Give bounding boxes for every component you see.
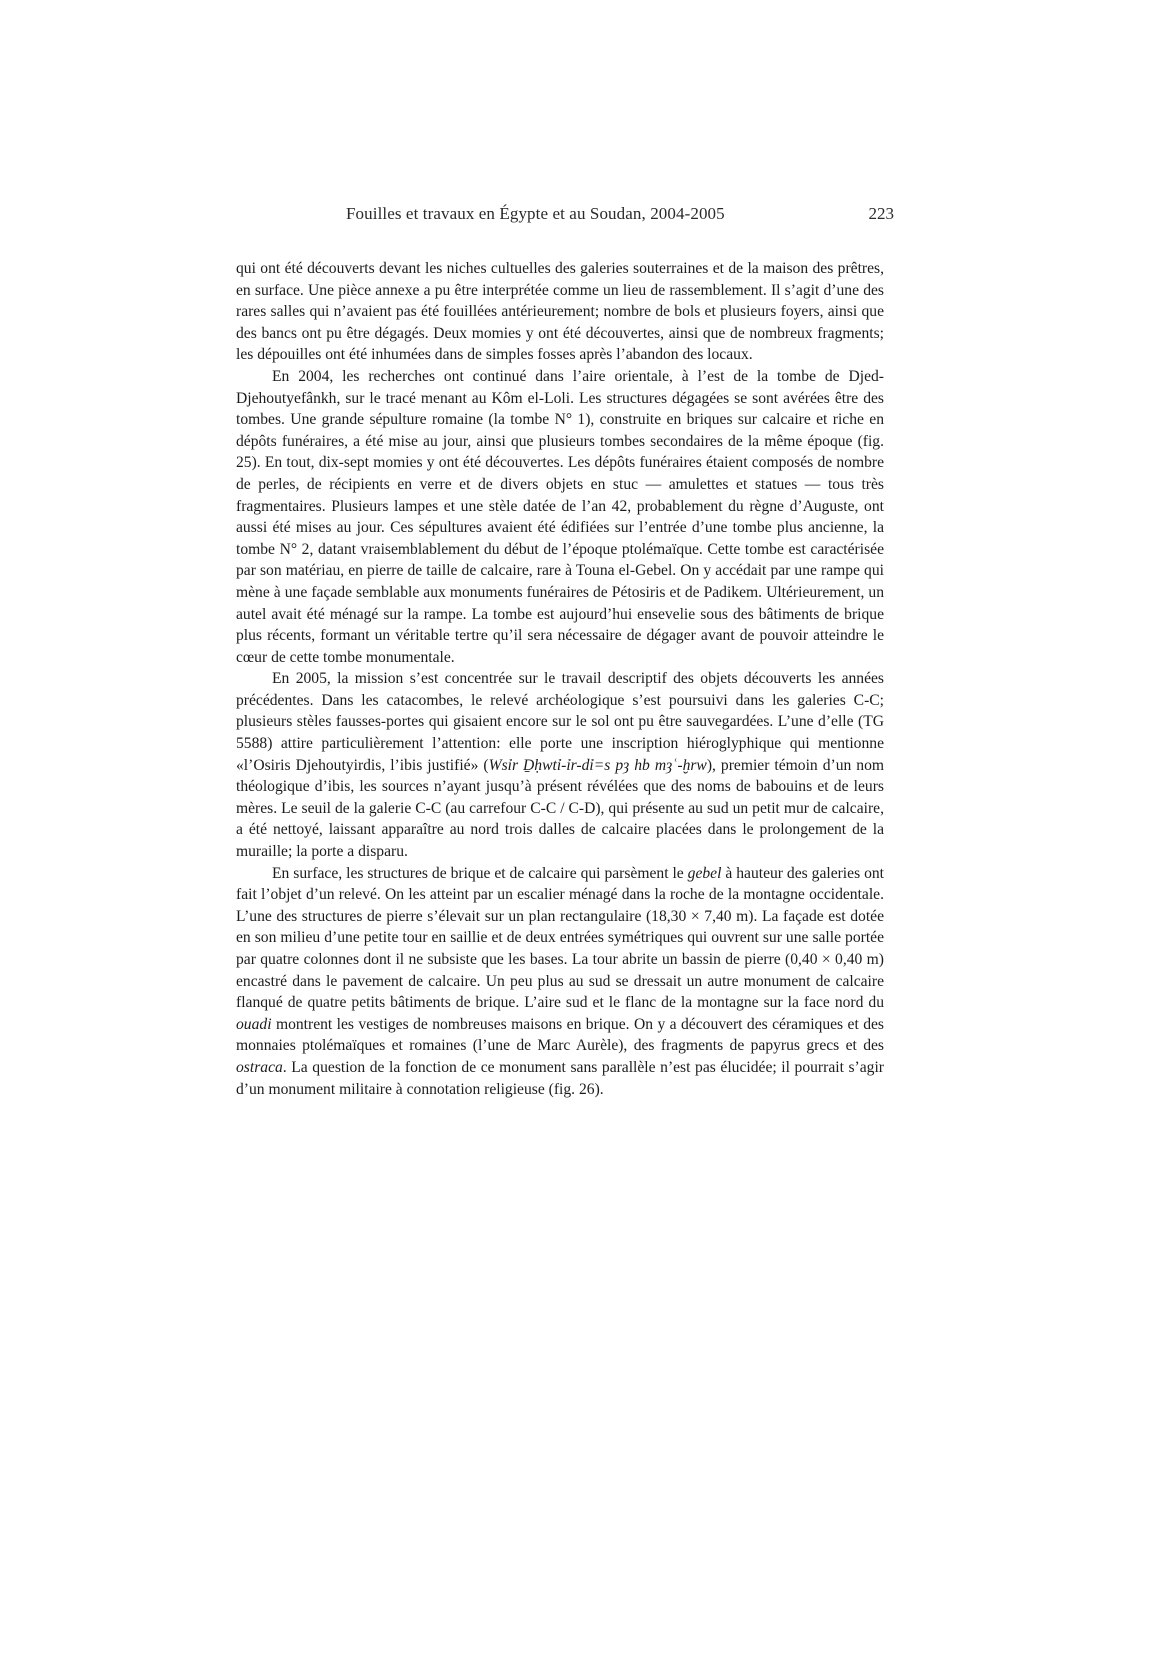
text-segment: . La question de la fonction de ce monument sans parallèle n’est pas élucidée; il pourrait s’agir d’un monument militaire à connotation religieuse (fig. 26).: [236, 1058, 884, 1098]
paragraph: [236, 668, 884, 862]
running-header: [234, 204, 894, 228]
text-segment: ), premier témoin d’un nom théologique d’ibis, les sources n’ayant jusqu’à présent révélées que des noms de babouins et de leurs mères. Le seuil de la galerie C-C (au carrefour C-C / C-D), qui présente au sud un petit mur de calcaire, a été nettoyé, laissant apparaître au nord trois dalles de calcaire placées dans le prolongement de la muraille; la porte a disparu.: [236, 756, 885, 861]
italic-term: ostraca: [236, 1058, 283, 1076]
text-segment: montrent les vestiges de nombreuses maisons en brique. On y a découvert des céramiques et des monnaies ptolémaïques et romaines (l’une de Marc Aurèle), des fragments de papyrus grecs et des: [236, 1015, 884, 1055]
paragraph: [236, 258, 884, 366]
italic-term: ouadi: [236, 1015, 272, 1033]
running-title: Fouilles et travaux en Égypte et au Soudan, 2004-2005: [346, 204, 725, 223]
page-number: 223: [868, 204, 894, 223]
body-text: [236, 258, 884, 1100]
paragraph: [236, 366, 884, 668]
text-segment: En 2004, les recherches ont continué dans l’aire orientale, à l’est de la tombe de Djed-Djehoutyefânkh, sur le tracé menant au Kôm el-Loli. Les structures dégagées se sont avérées être des tombes. Une grande sépulture romaine (la tombe N° 1), construite en briques sur calcaire et riche en dépôts funéraires, a été mise au jour, ainsi que plusieurs tombes secondaires de la même époque (fig. 25). En tout, dix-sept momies y ont été découvertes. Les dépôts funéraires étaient composés de nombre de perles, de récipients en verre et de divers objets en stuc — amulettes et statues — tous très fragmentaires. Plusieurs lampes et une stèle datée de l’an 42, probablement du règne d’Auguste, ont aussi été mises au jour. Ces sépultures avaient été édifiées sur l’entrée d’une tombe plus ancienne, la tombe N° 2, datant vraisemblablement du début de l’époque ptolémaïque. Cette tombe est caractérisée par son matériau, en pierre de taille de calcaire, rare à Touna el-Gebel. On y accédait par une rampe qui mène à une façade semblable aux monuments funéraires de Pétosiris et de Padikem. Ultérieurement, un autel avait été ménagé sur la rampe. La tombe est aujourd’hui ensevelie sous des bâtiments de brique plus récents, formant un véritable tertre qu’il sera nécessaire de dégager avant de pouvoir atteindre le cœur de cette tombe monumentale.: [236, 367, 884, 666]
text-segment: En surface, les structures de brique et de calcaire qui parsèment le: [272, 864, 688, 882]
italic-term: gebel: [687, 864, 722, 882]
italic-term: Wsỉr Ḏḥwtỉ-ỉr-dỉ=s pȝ hb mȝʿ-ḫrw: [488, 756, 707, 774]
text-segment: à hauteur des galeries ont fait l’objet d’un relevé. On les atteint par un escalier ménagé dans la roche de la montagne occidentale. L’une des structures de pierre s’élevait sur un plan rectangulaire (18,30 × 7,40 m). La façade est dotée en son milieu d’une petite tour en saillie et de deux entrées symétriques qui ouvrent sur une salle portée par quatre colonnes dont il ne subsiste que les bases. La tour abrite un bassin de pierre (0,40 × 0,40 m) encastré dans le pavement de calcaire. Un peu plus au sud se dressait un autre monument de calcaire flanqué de quatre petits bâtiments de brique. L’aire sud et le flanc de la montagne sur la face nord du: [236, 864, 884, 1012]
text-segment: qui ont été découverts devant les niches cultuelles des galeries souterraines et de la maison des prêtres, en surface. Une pièce annexe a pu être interprétée comme un lieu de rassemblement. Il s’agit d’une des rares salles qui n’avaient pas été fouillées antérieurement; nombre de bols et plusieurs foyers, ainsi que des bancs ont pu être dégagés. Deux momies y ont été découvertes, ainsi que de nombreux fragments; les dépouilles ont été inhumées dans de simples fosses après l’abandon des locaux.: [236, 260, 884, 364]
text-segment: En 2005, la mission s’est concentrée sur le travail descriptif des objets découverts les années précédentes. Dans les catacombes, le relevé archéologique s’est poursuivi dans les galeries C-C; plusieurs stèles fausses-portes qui gisaient encore sur le sol ont pu être sauvegardées. L’une d’elle (TG 5588) attire particulièrement l’attention: elle porte une inscription hiéroglyphique qui mentionne «l’Osiris Djehoutyirdis, l’ibis justifié» (: [236, 670, 884, 774]
paragraph: [236, 863, 884, 1101]
